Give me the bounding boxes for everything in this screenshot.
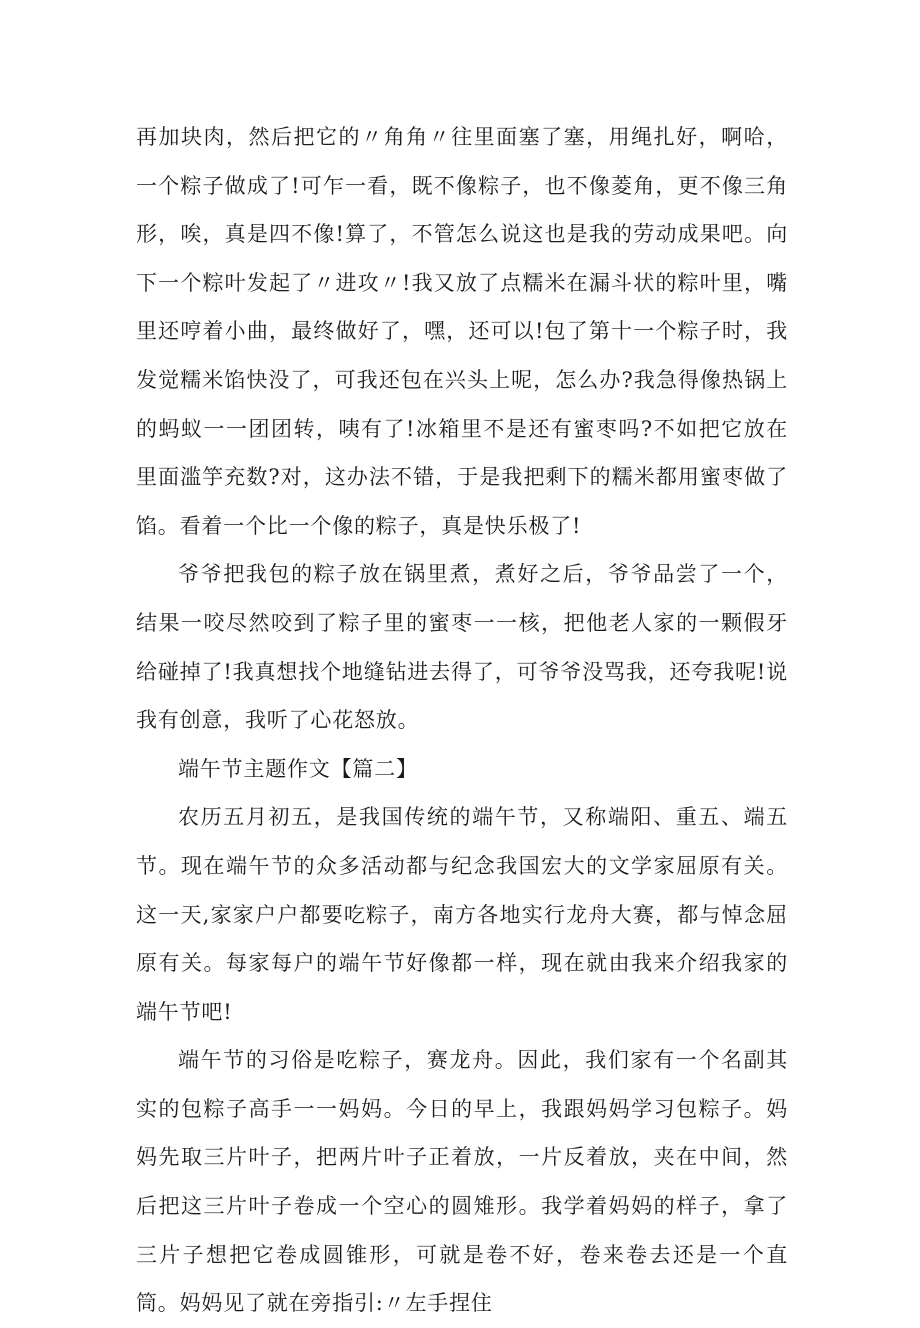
paragraph-intro: 农历五月初五，是我国传统的端午节，又称端阳、重五、端五节。现在端午节的众多活动都与纪念我国宏大的文学家屈原有关。这一天,家家户户都要吃粽子，南方各地实行龙舟大赛，都与悼念屈原有关。每家每户的端午节好像都一样，现在就由我来介绍我家的端午节吧!	[136, 805, 788, 1024]
paragraph-grandpa: 爷爷把我包的粽子放在锅里煮，煮好之后，爷爷品尝了一个，结果一咬尽然咬到了粽子里的蜜枣一一核，把他老人家的一颗假牙给碰掉了!我真想找个地缝钻进去得了，可爷爷没骂我，还夸我呢!说我有创意，我听了心花怒放。	[136, 562, 788, 733]
paragraph-customs: 端午节的习俗是吃粽子，赛龙舟。因此，我们家有一个名副其实的包粽子高手一一妈妈。今日的早上，我跟妈妈学习包粽子。妈妈先取三片叶子，把两片叶子正着放，一片反着放，夹在中间，然后把这三片叶子卷成一个空心的圆雉形。我学着妈妈的样子，拿了三片子想把它卷成圆锥形，可就是卷不好，卷来卷去还是一个直筒。妈妈见了就在旁指引:〃左手捏住	[136, 1048, 788, 1316]
paragraph-continuation: 再加块肉，然后把它的〃角角〃往里面塞了塞，用绳扎好，啊哈，一个粽子做成了!可乍一看，既不像粽子，也不像菱角，更不像三角形，唉，真是四不像!算了，不管怎么说这也是我的劳动成果吧。向下一个粽叶发起了〃进攻〃!我又放了点糯米在漏斗状的粽叶里，嘴里还哼着小曲，最终做好了，嘿，还可以!包了第十一个粽子时，我发觉糯米馅快没了，可我还包在兴头上呢，怎么办?我急得像热锅上的蚂蚁一一团团转，咦有了!冰箱里不是还有蜜枣吗?不如把它放在里面滥竽充数?对，这办法不错，于是我把剩下的糯米都用蜜枣做了馅。看着一个比一个像的粽子，真是快乐极了!	[136, 125, 788, 538]
document-body	[136, 113, 788, 1328]
section-heading: 端午节主题作文【篇二】	[178, 756, 418, 781]
